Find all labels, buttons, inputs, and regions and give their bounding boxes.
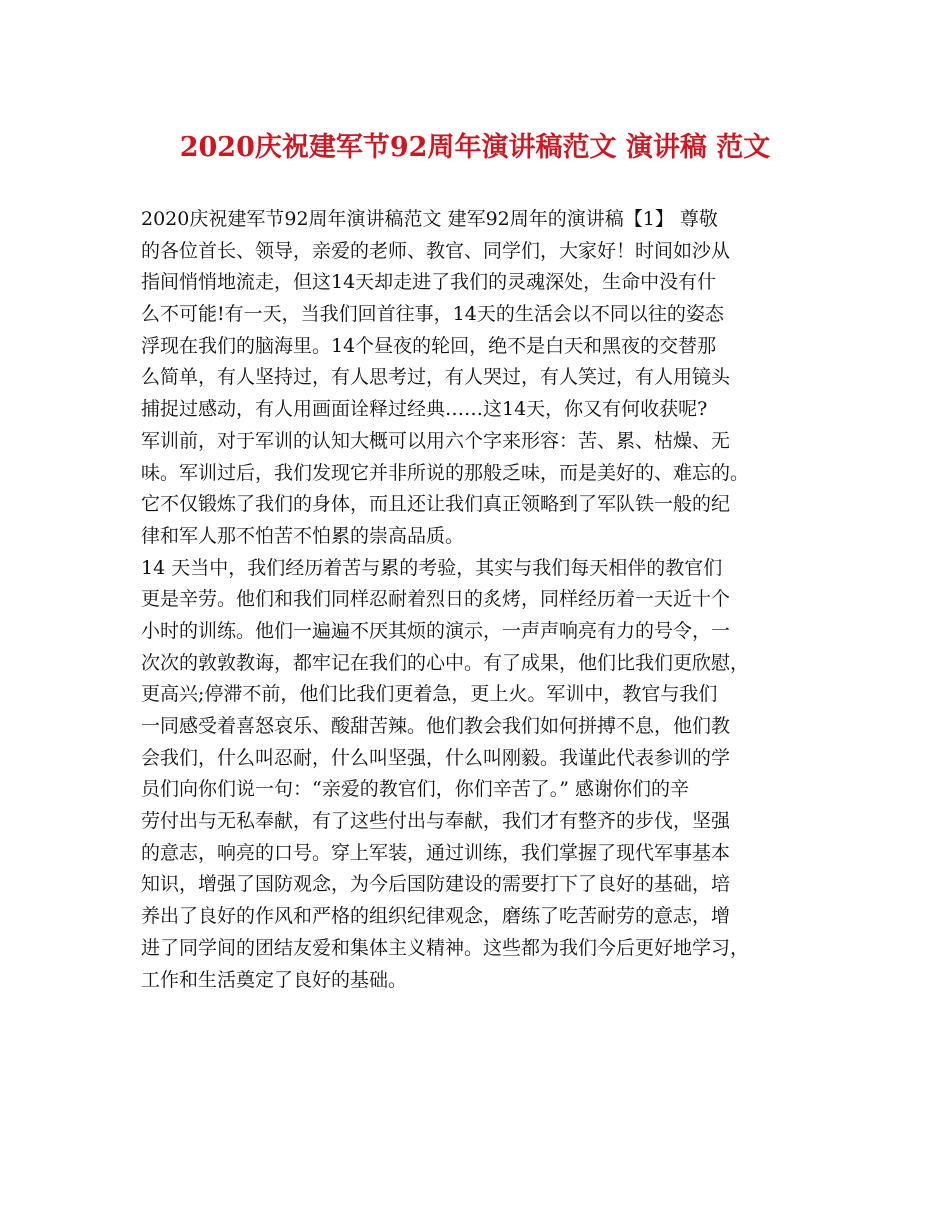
body-line: 养出了良好的作风和严格的组织纪律观念，磨练了吃苦耐劳的意志，增 [141,905,731,928]
body-line: 员们向你们说一句：“亲爱的教官们，你们辛苦了。” 感谢你们的辛 [141,778,689,801]
body-line: 律和军人那不怕苦不怕累的崇高品质。 [141,524,465,547]
body-line: 它不仅锻炼了我们的身体，而且还让我们真正领略到了军队铁一般的纪 [141,493,731,516]
body-line: 更高兴;停滞不前，他们比我们更着急，更上火。军训中，教官与我们 [141,683,718,706]
body-line: 的意志，响亮的口号。穿上军装，通过训练，我们掌握了现代军事基本 [141,841,731,864]
body-line: 进了同学间的团结友爱和集体主义精神。这些都为我们今后更好地学习， [141,936,750,959]
body-line: 14 天当中，我们经历着苦与累的考验，其实与我们每天相伴的教官们 [141,556,723,579]
body-line: 军训前，对于军训的认知大概可以用六个字来形容：苦、累、枯燥、无 [141,429,731,452]
body-line: 一同感受着喜怒哀乐、酸甜苦辣。他们教会我们如何拼搏不息，他们教 [141,715,731,737]
body-line: 捕捉过感动，有人用画面诠释过经典……这14天，你又有何收获呢? [141,398,708,421]
body-line: 知识，增强了国防观念，为今后国防建设的需要打下了良好的基础，培 [141,873,731,896]
body-line: 么简单，有人坚持过，有人思考过，有人哭过，有人笑过，有人用镜头 [141,366,731,389]
body-line: 会我们，什么叫忍耐，什么叫坚强，什么叫刚毅。我谨此代表参训的学 [141,746,731,769]
body-line: 的各位首长、领导，亲爱的老师、教官、同学们，大家好！时间如沙从 [141,239,731,262]
body-line: 更是辛劳。他们和我们同样忍耐着烈日的炙烤，同样经历着一天近十个 [141,588,731,611]
body-line: 味。军训过后，我们发现它并非所说的那般乏味，而是美好的、难忘的。 [141,461,750,484]
body-line: 指间悄悄地流走，但这14天却走进了我们的灵魂深处，生命中没有什 [141,271,717,294]
document-body [141,204,821,996]
body-line: 2020庆祝建军节92周年演讲稿范文 建军92周年的演讲稿【1】 尊敬 [141,208,718,230]
body-line: 工作和生活奠定了良好的基础。 [141,968,408,991]
body-line: 么不可能!有一天，当我们回首往事，14天的生活会以不同以往的姿态 [141,303,724,326]
document-title: 2020庆祝建军节92周年演讲稿范文 演讲稿 范文 [179,132,771,163]
body-line: 小时的训练。他们一遍遍不厌其烦的演示，一声声响亮有力的号令，一 [141,619,731,642]
body-line: 次次的敦敦教诲，都牢记在我们的心中。有了成果，他们比我们更欣慰， [141,651,750,674]
body-line: 劳付出与无私奉献，有了这些付出与奉献，我们才有整齐的步伐，坚强 [141,810,731,833]
body-line: 浮现在我们的脑海里。14个昼夜的轮回，绝不是白天和黑夜的交替那 [141,334,717,357]
